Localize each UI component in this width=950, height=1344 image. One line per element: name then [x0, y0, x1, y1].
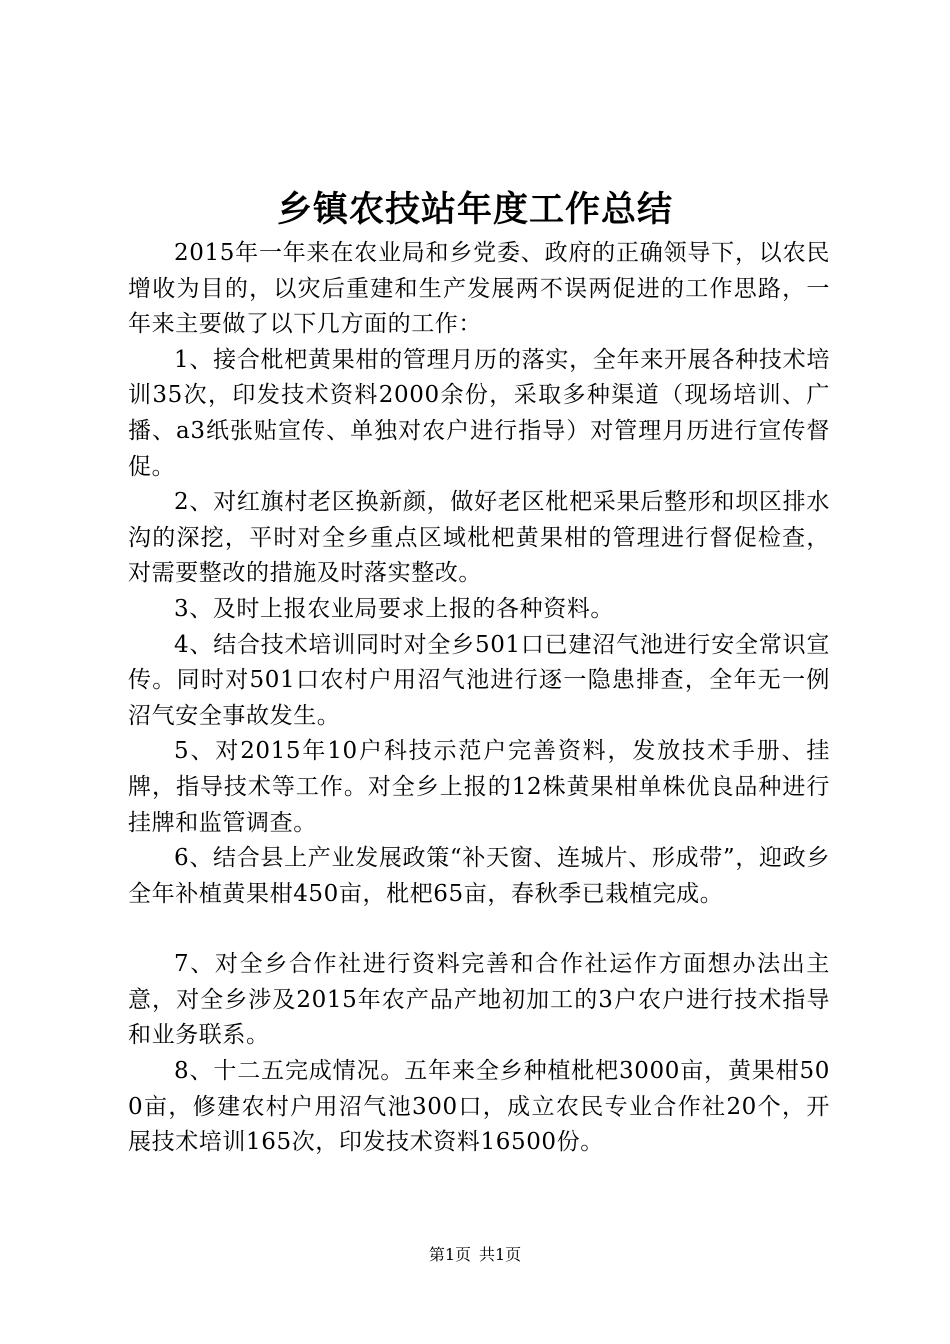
- paragraph-item-4: 4、结合技术培训同时对全乡501口已建沼气池进行安全常识宣传。同时对501口农村户用沼气池进行逐一隐患排查，全年无一例沼气安全事故发生。: [128, 631, 830, 729]
- paragraph-item-8: 8、十二五完成情况。五年来全乡种植枇杷3000亩，黄果柑500亩，修建农村户用沼气池300口，成立农民专业合作社20个，开展技术培训165次，印发技术资料16500份。: [128, 1058, 830, 1156]
- page-number-total: 共1页: [479, 1245, 522, 1264]
- paragraph-item-1: 1、接合枇杷黄果柑的管理月历的落实，全年来开展各种技术培训35次，印发技术资料2000余份，采取多种渠道（现场培训、广播、a3纸张贴宣传、单独对农户进行指导）对管理月历进行宣传督促。: [128, 346, 830, 480]
- paragraph-item-3: 3、及时上报农业局要求上报的各种资料。: [174, 595, 615, 622]
- document-body: [128, 236, 830, 1161]
- document-title: 乡镇农技站年度工作总结: [276, 189, 673, 230]
- page-footer: [0, 1244, 950, 1266]
- paragraph-item-5: 5、对2015年10户科技示范户完善资料，发放技术手册、挂牌，指导技术等工作。对全乡上报的12株黄果柑单株优良品种进行挂牌和监管调查。: [128, 738, 830, 836]
- paragraph-item-7: 7、对全乡合作社进行资料完善和合作社运作方面想办法出主意，对全乡涉及2015年农产品产地初加工的3户农户进行技术指导和业务联系。: [128, 951, 830, 1049]
- paragraph-item-2: 2、对红旗村老区换新颜，做好老区枇杷采果后整形和坝区排水沟的深挖，平时对全乡重点区域枇杷黄果柑的管理进行督促检查，对需要整改的措施及时落实整改。: [128, 489, 830, 587]
- paragraph-item-6: 6、结合县上产业发展政策“补天窗、连城片、形成带”，迎政乡全年补植黄果柑450亩，枇杷65亩，春秋季已栽植完成。: [128, 845, 830, 907]
- page-number-current: 第1页: [428, 1245, 471, 1264]
- paragraph-intro: 2015年一年来在农业局和乡党委、政府的正确领导下，以农民增收为目的，以灾后重建和生产发展两不误两促进的工作思路，一年来主要做了以下几方面的工作：: [128, 240, 830, 338]
